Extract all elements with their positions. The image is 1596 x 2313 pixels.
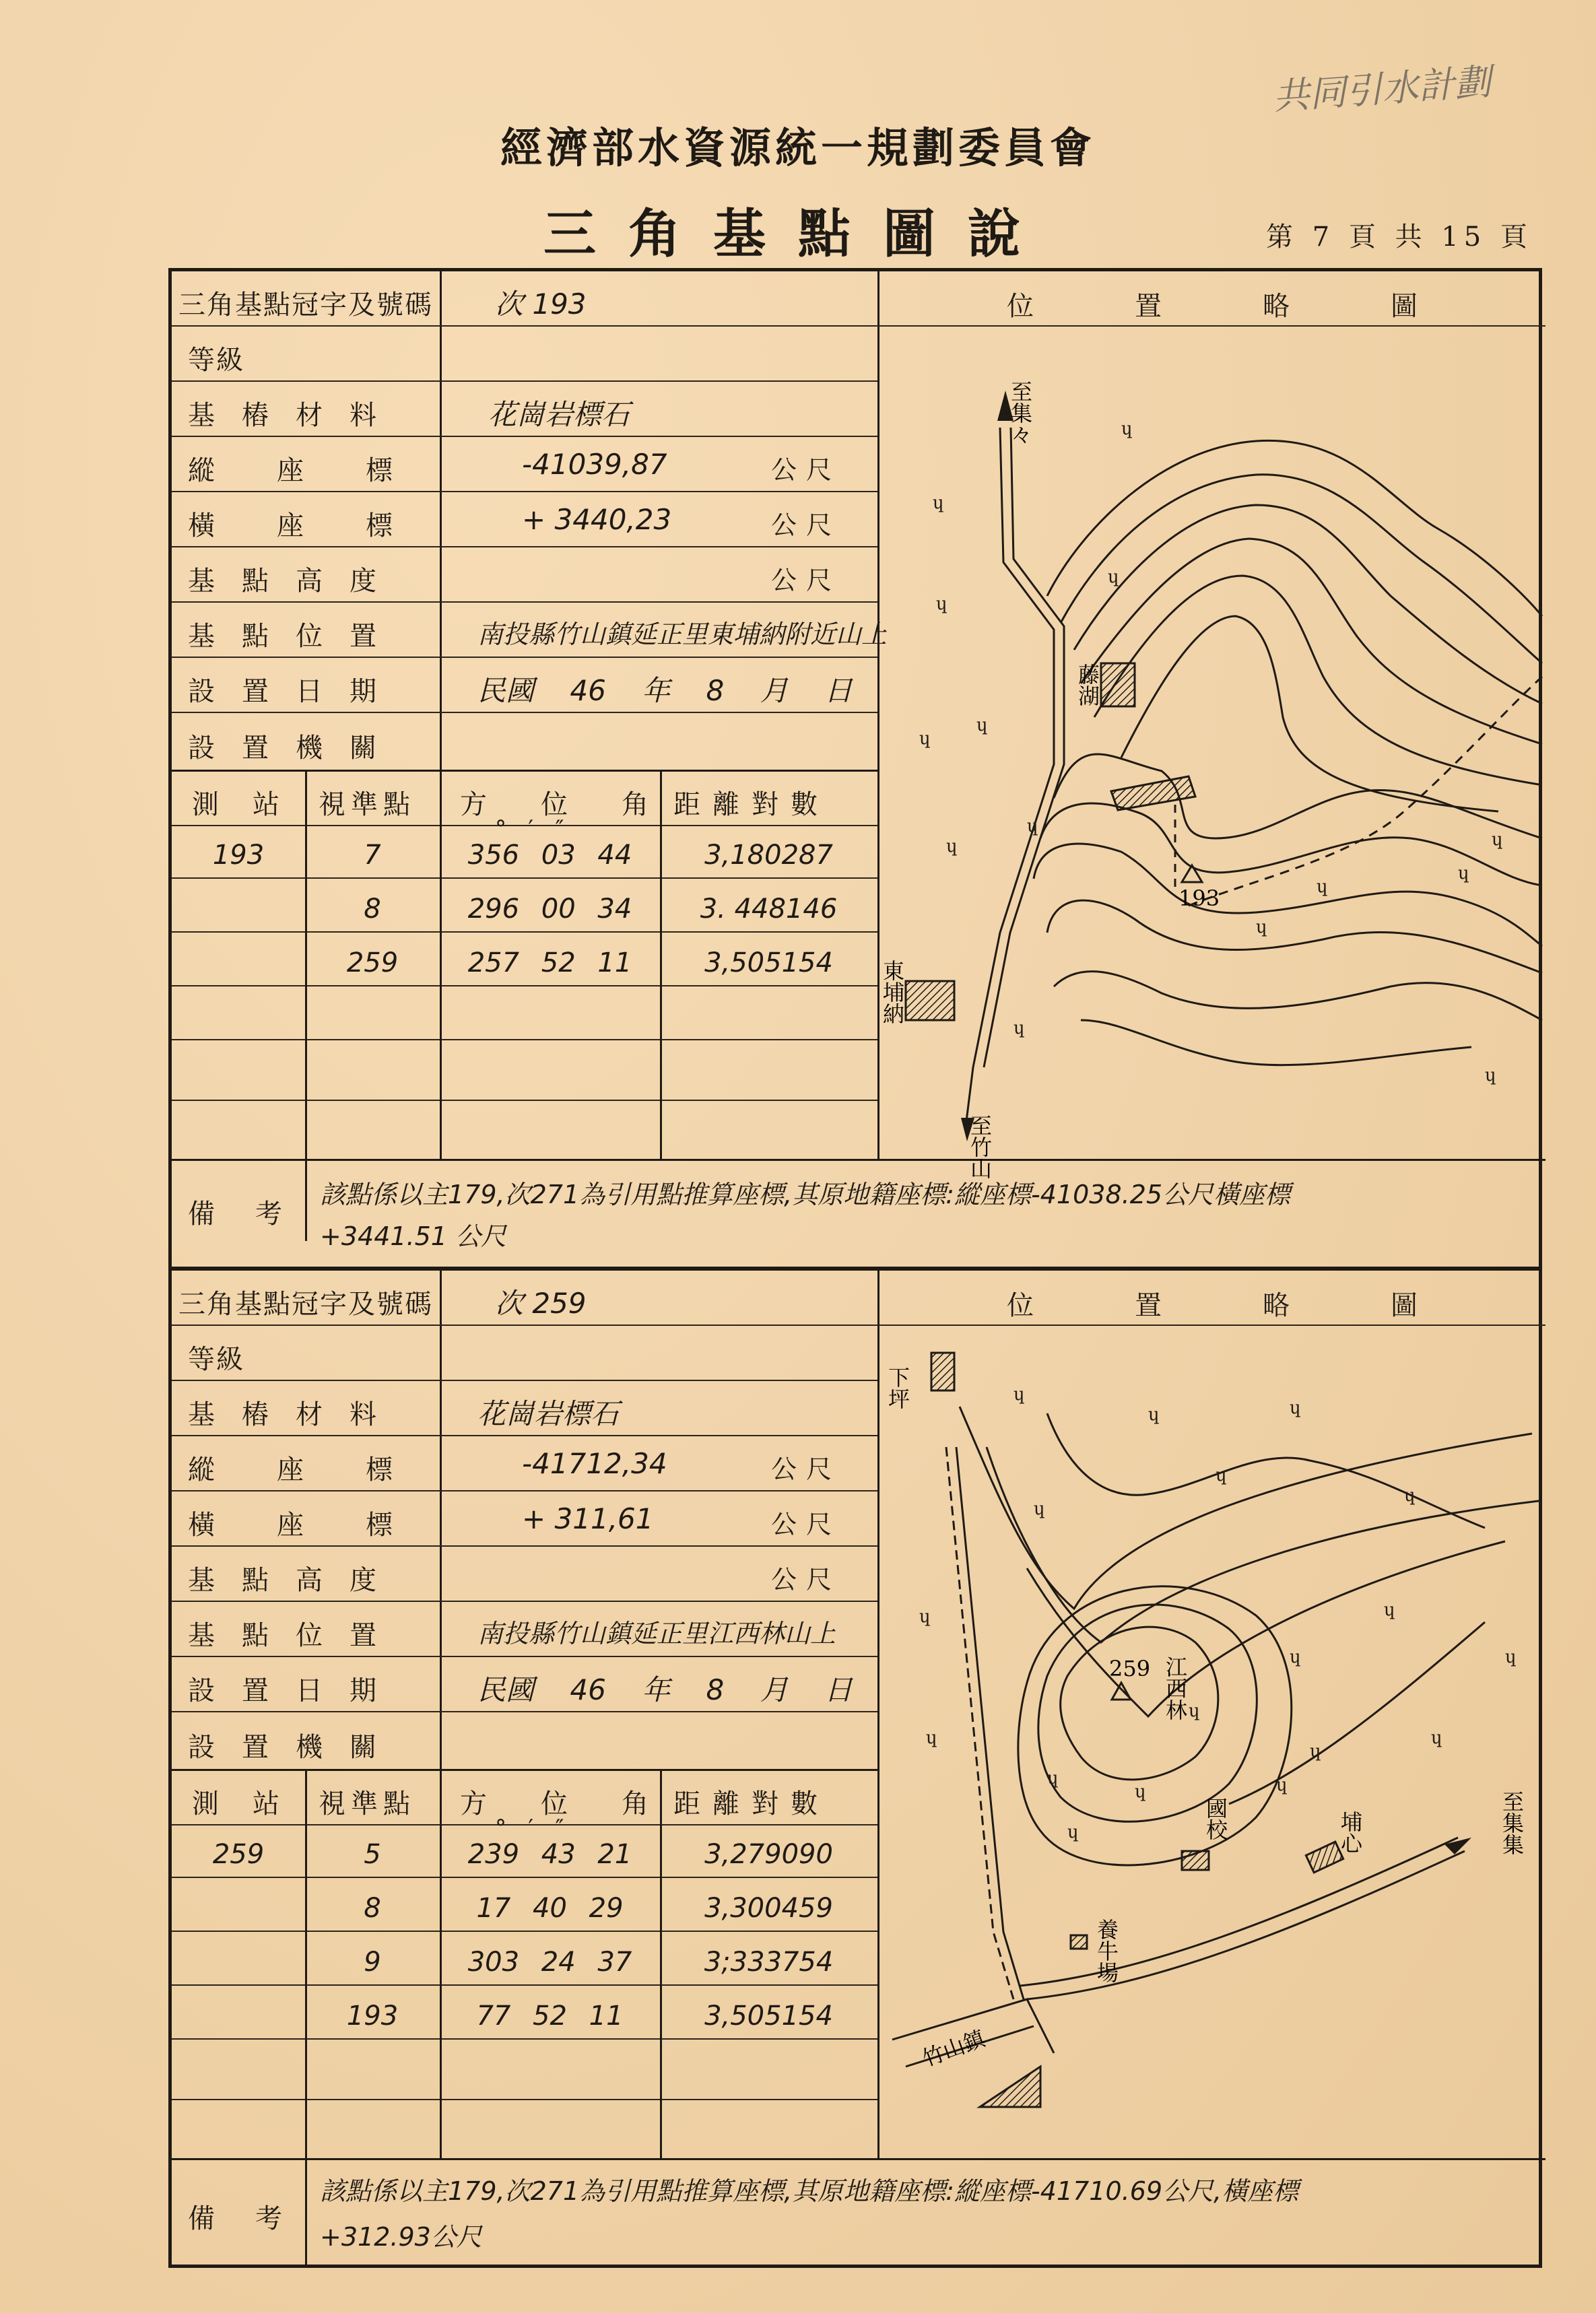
svg-text:ɥ: ɥ: [1384, 1600, 1395, 1620]
label-y-coord: 縱座標: [188, 455, 455, 486]
log-distance: 3,180287: [704, 840, 833, 871]
azimuth: 296 00 34: [467, 894, 632, 925]
log-distance: 3;333754: [704, 1947, 834, 1978]
label-station: 測站: [192, 789, 313, 820]
target: 8: [364, 1893, 381, 1924]
label-grade: 等級: [188, 345, 244, 376]
location: 南投縣竹山鎮延正里江西林山上: [477, 1619, 836, 1648]
farm-building: [1071, 1935, 1087, 1949]
remarks-line-1: 該點係以主179,次271為引用點推算座標,其原地籍座標:縱座標-41710.69公尺,橫座標: [320, 2176, 1299, 2206]
unit: 公尺: [771, 1565, 842, 1595]
row-line: [172, 770, 877, 772]
map-place-top: 下坪: [885, 1366, 910, 1409]
label-y-coord: 縱座標: [188, 1454, 455, 1485]
row-line: [172, 1039, 877, 1040]
map-hill: 江西林: [1162, 1656, 1188, 1720]
location-sketch-map: [879, 327, 1544, 1179]
svg-text:ɥ: ɥ: [1108, 567, 1119, 587]
svg-text:ɥ: ɥ: [1431, 1728, 1442, 1748]
setup-date: 民國 46 年 8 月 日: [477, 1673, 853, 1706]
village-building: [931, 1353, 954, 1390]
station: 259: [212, 1839, 265, 1870]
x-coord: + 3440,23: [522, 503, 672, 536]
row-line: [172, 380, 877, 382]
label-location-sketch: 位置略圖: [1007, 291, 1519, 322]
azimuth: 257 52 11: [467, 947, 632, 978]
remarks-line-2: +3441.51 公尺: [320, 1221, 507, 1251]
label-setup-agency: 設置機關: [188, 733, 403, 764]
location: 南投縣竹山鎮延正里東埔納附近山上: [477, 619, 888, 649]
label-station: 測站: [192, 1788, 313, 1819]
map-point-label: 259: [1109, 1656, 1151, 1681]
contour-line: [987, 1447, 1539, 1642]
label-azimuth: 方位角: [460, 1788, 702, 1819]
svg-text:ɥ: ɥ: [1034, 1499, 1045, 1519]
azimuth: 356 03 44: [467, 840, 632, 871]
label-location: 基點位置: [188, 1620, 403, 1651]
log-distance: 3,505154: [704, 2001, 833, 2032]
angle-marks: ° ′ ″: [495, 1815, 564, 1842]
azimuth: 17 40 29: [476, 1893, 624, 1924]
contour-line: [1081, 1020, 1471, 1065]
school-building: [1182, 1851, 1209, 1870]
label-point-name: 三角基點冠字及號碼: [178, 290, 433, 321]
contour-line: [1047, 440, 1542, 616]
target: 5: [364, 1839, 381, 1870]
map-village: 埔心: [1337, 1811, 1363, 1854]
log-distance: 3,279090: [704, 1839, 833, 1870]
village-building: [906, 981, 954, 1020]
label-log-distance: 距離對數: [673, 789, 830, 820]
unit: 公尺: [771, 566, 842, 595]
unit: 公尺: [771, 510, 842, 540]
location-sketch-map: [879, 1326, 1544, 2157]
row-line: [172, 546, 877, 547]
row-line: [172, 1601, 877, 1602]
dam-structure: [1111, 776, 1195, 810]
row-line: [172, 436, 877, 437]
svg-text:ɥ: ɥ: [1189, 1701, 1200, 1721]
x-coord: + 311,61: [522, 1502, 654, 1535]
page-info: 第 7 頁 共 15 頁: [1266, 222, 1533, 253]
svg-text:ɥ: ɥ: [1458, 863, 1469, 883]
arrow-east: [1444, 1838, 1471, 1854]
target: 9: [364, 1947, 381, 1978]
svg-text:ɥ: ɥ: [1485, 1065, 1496, 1085]
label-setup-date: 設置日期: [188, 676, 403, 707]
svg-text:ɥ: ɥ: [1256, 917, 1267, 937]
row-line: [172, 1984, 877, 1986]
point-name: 次 193: [495, 288, 587, 321]
label-location-sketch: 位置略圖: [1007, 1290, 1519, 1321]
svg-text:ɥ: ɥ: [1276, 1775, 1288, 1795]
log-distance: 3,300459: [704, 1893, 833, 1924]
label-setup-date: 設置日期: [188, 1675, 403, 1706]
svg-text:ɥ: ɥ: [936, 594, 947, 614]
row-line: [172, 1325, 877, 1326]
contour-line: [1094, 576, 1539, 784]
town-area: [980, 2067, 1040, 2107]
row-line: [172, 877, 877, 879]
row-line: [172, 2099, 877, 2100]
label-point-name: 三角基點冠字及號碼: [178, 1289, 433, 1320]
label-pile-material: 基樁材料: [188, 1399, 403, 1430]
label-x-coord: 橫座標: [188, 1510, 455, 1541]
unit: 公尺: [771, 1510, 842, 1539]
target: 259: [346, 947, 399, 978]
road: [1027, 1851, 1465, 1999]
label-remarks: 備考: [188, 1199, 323, 1230]
row-line: [172, 1159, 1545, 1161]
svg-text:ɥ: ɥ: [1404, 1485, 1416, 1506]
svg-text:ɥ: ɥ: [1027, 816, 1038, 836]
map-lake: 藤湖: [1075, 663, 1100, 706]
row-line: [172, 657, 877, 658]
svg-text:ɥ: ɥ: [1505, 1647, 1517, 1667]
document-title: 三角基點圖說: [543, 203, 1053, 265]
contour-line: [1018, 1586, 1292, 1865]
point-name: 次 259: [495, 1287, 587, 1320]
contour-line: [1038, 1605, 1257, 1821]
label-setup-agency: 設置機關: [188, 1732, 403, 1763]
row-line: [172, 2038, 877, 2040]
row-line: [172, 1380, 877, 1381]
handwritten-note: 共同引水計劃: [1271, 60, 1493, 119]
pile-material: 花崗岩標石: [488, 398, 630, 431]
log-distance: 3. 448146: [700, 894, 838, 925]
row-line: [172, 325, 877, 327]
svg-text:ɥ: ɥ: [1310, 1741, 1321, 1762]
y-coord: -41039,87: [522, 448, 667, 481]
survey-card-193: [168, 268, 1542, 1270]
svg-text:ɥ: ɥ: [1013, 1384, 1025, 1405]
angle-marks: ° ′ ″: [495, 815, 564, 842]
svg-text:ɥ: ɥ: [1492, 830, 1503, 850]
label-target: 視準點: [319, 1788, 415, 1819]
row-line: [172, 1545, 877, 1547]
svg-text:ɥ: ɥ: [926, 1728, 937, 1748]
row-line: [172, 931, 877, 933]
pile-material: 花崗岩標石: [477, 1397, 620, 1430]
svg-text:ɥ: ɥ: [1067, 1822, 1079, 1842]
row-line: [172, 601, 877, 603]
map-point-label: 193: [1178, 885, 1220, 911]
svg-text:ɥ: ɥ: [919, 1607, 931, 1627]
map-to-south: 至竹山: [967, 1114, 993, 1179]
row-line: [172, 1100, 877, 1101]
road: [966, 428, 1054, 1121]
map-to-north: 至集々: [1007, 380, 1033, 445]
label-grade: 等級: [188, 1344, 244, 1375]
log-distance: 3,505154: [704, 947, 833, 978]
label-log-distance: 距離對數: [673, 1788, 830, 1819]
row-line: [172, 1877, 877, 1878]
vegetation-marks: [919, 419, 1503, 1085]
road: [984, 428, 1064, 1067]
survey-card-259: [168, 1267, 1542, 2268]
y-coord: -41712,34: [522, 1447, 667, 1480]
organization-title: 經濟部水資源統一規劃委員會: [500, 123, 1096, 172]
contour-line: [1061, 475, 1542, 663]
ridge-line: [1047, 1413, 1485, 1528]
azimuth: 239 43 21: [467, 1839, 632, 1870]
svg-text:ɥ: ɥ: [919, 729, 931, 749]
label-elevation: 基點高度: [188, 1565, 403, 1596]
map-town: 竹山鎮: [919, 2025, 989, 2072]
svg-text:ɥ: ɥ: [1013, 1018, 1025, 1038]
row-line: [172, 1435, 877, 1436]
contour-line: [1054, 972, 1542, 1020]
unit: 公尺: [771, 1454, 842, 1484]
row-line: [172, 1656, 877, 1657]
label-pile-material: 基樁材料: [188, 400, 403, 431]
station: 193: [212, 840, 265, 871]
contour-line: [1229, 1622, 1485, 1804]
svg-text:ɥ: ɥ: [1317, 877, 1328, 897]
contour-line: [1027, 1541, 1505, 1716]
svg-text:ɥ: ɥ: [1047, 1768, 1059, 1788]
row-line: [172, 1490, 877, 1491]
azimuth: 303 24 37: [467, 1947, 632, 1978]
row-line: [172, 712, 877, 713]
row-line: [172, 1769, 877, 1771]
contour-line: [1047, 900, 1542, 973]
target: 8: [364, 894, 381, 925]
row-line: [172, 1711, 877, 1712]
map-village: 東埔納: [879, 960, 905, 1024]
svg-text:ɥ: ɥ: [933, 493, 944, 513]
contour-line: [1081, 539, 1542, 744]
svg-text:ɥ: ɥ: [1121, 419, 1133, 439]
unit: 公尺: [771, 455, 842, 485]
svg-text:ɥ: ɥ: [1135, 1782, 1146, 1802]
map-school: 國校: [1203, 1797, 1228, 1840]
trail: [956, 1447, 1024, 1999]
svg-text:ɥ: ɥ: [946, 836, 958, 857]
label-target: 視準點: [319, 789, 415, 820]
row-line: [172, 2158, 1545, 2160]
svg-text:ɥ: ɥ: [1216, 1465, 1227, 1485]
azimuth: 77 52 11: [476, 2001, 624, 2032]
svg-text:ɥ: ɥ: [1148, 1405, 1160, 1425]
remarks-line-2: +312.93公尺: [320, 2222, 482, 2252]
row-line: [172, 1931, 877, 1932]
map-to-east: 至集集: [1499, 1790, 1525, 1855]
svg-text:ɥ: ɥ: [1290, 1398, 1301, 1418]
row-line: [172, 491, 877, 492]
label-remarks: 備考: [188, 2203, 323, 2234]
label-x-coord: 橫座標: [188, 510, 455, 541]
label-elevation: 基點高度: [188, 566, 403, 597]
label-location: 基點位置: [188, 621, 403, 652]
svg-text:ɥ: ɥ: [976, 715, 988, 735]
row-line: [172, 985, 877, 986]
target: 7: [364, 840, 381, 871]
map-farm: 養牛場: [1094, 1918, 1119, 1983]
lake-building: [1101, 663, 1135, 706]
target: 193: [346, 2001, 399, 2032]
label-azimuth: 方位角: [460, 789, 702, 820]
trail: [946, 1447, 1013, 1999]
svg-text:ɥ: ɥ: [1290, 1647, 1301, 1667]
setup-date: 民國 46 年 8 月 日: [477, 674, 853, 707]
remarks-line-1: 該點係以主179,次271為引用點推算座標,其原地籍座標:縱座標-41038.25公尺橫座標: [320, 1180, 1291, 1209]
